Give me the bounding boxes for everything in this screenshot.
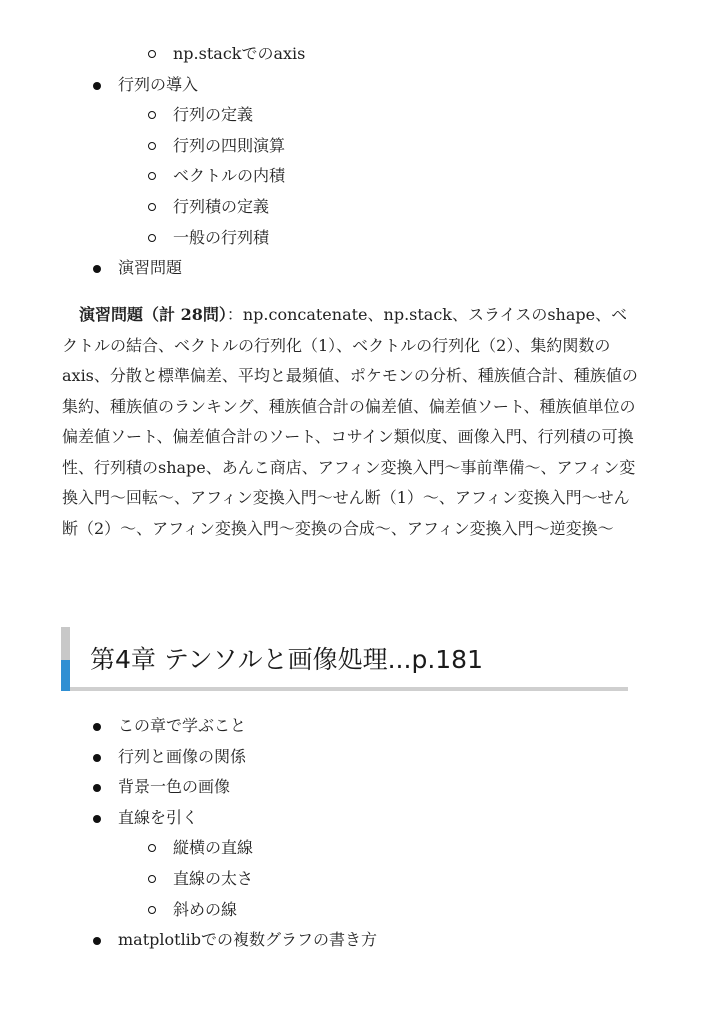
- list-item: [0, 742, 712, 773]
- exercise-title: 演習問題（計 28問）: [79, 305, 227, 324]
- bullet-dot-icon: [93, 723, 101, 731]
- list-item-text: ベクトルの内積: [173, 166, 286, 186]
- list-item-text: 演習問題: [118, 258, 183, 278]
- bullet-dot-icon: [93, 82, 101, 90]
- bullet-circle-icon: [148, 906, 156, 914]
- bullet-circle-icon: [148, 111, 156, 119]
- list-item-text: 行列と画像の関係: [118, 746, 247, 766]
- sub-list-item: [0, 39, 712, 70]
- list-item: [0, 70, 712, 101]
- chapter-marker-bottom: [61, 660, 70, 691]
- chapter-underline: [70, 687, 628, 691]
- list-item-text: 一般の行列積: [173, 227, 270, 247]
- toc-list-top: [0, 39, 712, 284]
- bullet-circle-icon: [148, 203, 156, 211]
- list-item-text: np.stackでのaxis: [173, 44, 306, 63]
- list-item: [0, 772, 712, 803]
- list-item: [0, 253, 712, 284]
- list-item-text: 斜めの線: [173, 899, 238, 919]
- sub-list-item: [0, 161, 712, 192]
- bullet-circle-icon: [148, 234, 156, 242]
- chapter-marker-top: [61, 627, 70, 660]
- list-item-text: 縦横の直線: [173, 838, 254, 858]
- list-item-text: この章で学ぶこと: [118, 716, 247, 735]
- sub-list-item: [0, 100, 712, 131]
- sub-list-item: [0, 131, 712, 162]
- list-item-text: 行列積の定義: [173, 196, 270, 216]
- list-item-text: matplotlibでの複数グラフの書き方: [118, 930, 378, 950]
- list-item-text: 行列の導入: [118, 74, 199, 94]
- chapter-title: 第4章 テンソルと画像処理...p.181: [90, 645, 483, 674]
- sub-list-item: [0, 833, 712, 864]
- bullet-circle-icon: [148, 50, 156, 58]
- bullet-circle-icon: [148, 172, 156, 180]
- list-item-text: 行列の定義: [173, 105, 254, 125]
- bullet-dot-icon: [93, 754, 101, 762]
- bullet-circle-icon: [148, 844, 156, 852]
- bullet-dot-icon: [93, 265, 101, 273]
- list-item-text: 行列の四則演算: [173, 135, 286, 155]
- list-item-text: 直線を引く: [118, 807, 199, 827]
- sub-list-item: [0, 864, 712, 895]
- bullet-dot-icon: [93, 937, 101, 945]
- bullet-dot-icon: [93, 784, 101, 792]
- list-item-text: 直線の太さ: [173, 868, 254, 888]
- bullet-circle-icon: [148, 875, 156, 883]
- bullet-dot-icon: [93, 815, 101, 823]
- list-item: [0, 925, 712, 956]
- toc-list-bottom: [0, 711, 712, 956]
- exercise-list-text: ：np.concatenate、np.stack、スライスのshape、ベクトルの結合、ベクトルの行列化（1）、ベクトルの行列化（2）、集約関数のaxis、分散と標準偏差、平均と最頻値、ポケモンの分析、種族値合計、種族値の集約、種族値のランキング、種族値合計の偏差値、偏差値ソート、種族値単位の偏差値ソート、偏差値合計のソート、コサイン類似度、画像入門、行列積の可換性、行列積のshape、あんこ商店、アフィン変換入門〜事前準備〜、アフィン変換入門〜回転〜、アフィン変換入門〜せん断（1）〜、アフィン変換入門〜せん断（2）〜、アフィン変換入門〜変換の合成〜、アフィン変換入門〜逆変換〜: [62, 305, 638, 538]
- exercise-paragraph: [62, 300, 642, 544]
- sub-list-item: [0, 192, 712, 223]
- sub-list-item: [0, 223, 712, 254]
- list-item: [0, 711, 712, 742]
- chapter-heading: [61, 627, 628, 691]
- list-item: [0, 803, 712, 834]
- bullet-circle-icon: [148, 142, 156, 150]
- list-item-text: 背景一色の画像: [118, 777, 231, 797]
- sub-list-item: [0, 895, 712, 926]
